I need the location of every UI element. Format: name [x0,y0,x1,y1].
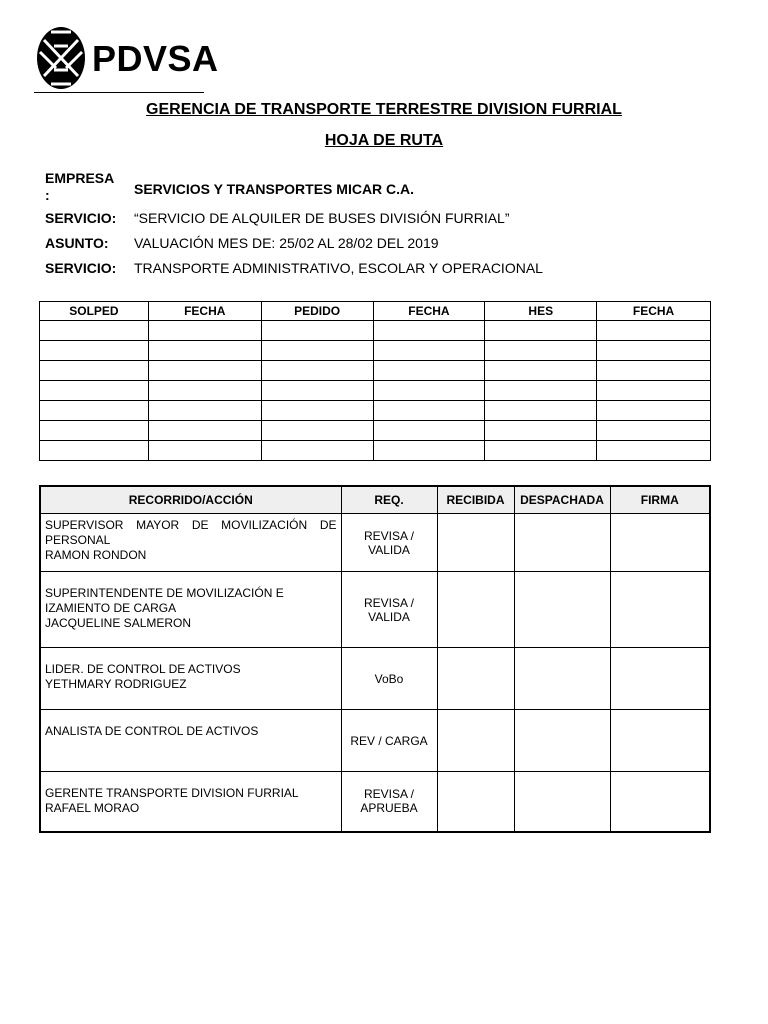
column-header-recibida: RECIBIDA [437,486,514,514]
req-cell: REVISA / APRUEBA [341,772,437,832]
column-header-req: REQ. [341,486,437,514]
table-cell [261,321,373,341]
table-row [40,321,711,341]
table-cell [373,361,485,381]
table-cell [40,381,149,401]
table-row [40,401,711,421]
table-cell [373,321,485,341]
table-cell [373,401,485,421]
recorrido-line: JACQUELINE SALMERON [45,616,192,630]
recibida-cell[interactable] [437,514,514,572]
recorrido-line: PERSONAL [45,533,111,547]
routing-table [39,485,711,833]
recibida-cell[interactable] [437,648,514,710]
recorrido-line: RAFAEL MORAO [45,801,140,815]
table-row [40,341,711,361]
despachada-cell[interactable] [514,514,610,572]
routing-table-header [40,486,710,514]
pdvsa-logo [36,26,219,90]
firma-cell[interactable] [610,710,710,772]
recibida-cell[interactable] [437,572,514,648]
column-header-fecha: FECHA [373,302,485,321]
column-header-fecha: FECHA [148,302,261,321]
field-label-servicio: SERVICIO: [45,210,117,226]
req-cell: REV / CARGA [341,710,437,772]
reference-table-header [40,302,711,321]
recibida-cell[interactable] [437,710,514,772]
table-cell [485,341,597,361]
table-cell [148,361,261,381]
table-cell [261,361,373,381]
table-cell [148,441,261,461]
table-row [40,648,710,710]
table-cell [148,381,261,401]
despachada-cell[interactable] [514,772,610,832]
despachada-cell[interactable] [514,572,610,648]
table-row [40,361,711,381]
table-cell [485,421,597,441]
req-cell: REVISA / VALIDA [341,572,437,648]
logo-text: PDVSA [92,38,219,79]
column-header-recorrido: RECORRIDO/ACCIÓN [40,486,341,514]
table-cell [40,341,149,361]
table-cell [597,401,711,421]
table-row [40,441,711,461]
document-title: GERENCIA DE TRANSPORTE TERRESTRE DIVISION FURRIAL [146,101,622,118]
firma-cell[interactable] [610,572,710,648]
table-cell [40,361,149,381]
table-cell [373,341,485,361]
table-cell [148,421,261,441]
table-cell [148,401,261,421]
despachada-cell[interactable] [514,710,610,772]
field-value-servicio: “SERVICIO DE ALQUILER DE BUSES DIVISIÓN FURRIAL” [134,210,510,226]
table-cell [261,401,373,421]
recorrido-line: YETHMARY RODRIGUEZ [45,677,187,691]
table-row [40,381,711,401]
firma-cell[interactable] [610,514,710,572]
table-cell [373,381,485,401]
table-cell [261,421,373,441]
table-cell [148,321,261,341]
table-cell [261,441,373,461]
table-row [40,772,710,832]
table-cell [40,441,149,461]
table-row [40,710,710,772]
pdvsa-emblem-icon [36,26,86,90]
field-value-empresa: SERVICIOS Y TRANSPORTES MICAR C.A. [134,181,415,197]
table-cell [485,401,597,421]
recorrido-cell [40,572,341,648]
logo-divider [34,92,204,93]
table-row [40,514,710,572]
document-subtitle: HOJA DE RUTA [324,132,444,149]
table-cell [597,341,711,361]
recibida-cell[interactable] [437,772,514,832]
column-header-pedido: PEDIDO [261,302,373,321]
table-cell [597,441,711,461]
field-label-empresa: EMPRESA : [45,170,115,203]
recorrido-line: ANALISTA DE CONTROL DE ACTIVOS [45,724,259,738]
column-header-hes: HES [485,302,597,321]
table-cell [40,401,149,421]
field-value-asunto: VALUACIÓN MES DE: 25/02 AL 28/02 DEL 2019 [134,235,439,251]
req-cell: VoBo [341,648,437,710]
table-cell [597,321,711,341]
column-header-firma: FIRMA [610,486,710,514]
firma-cell[interactable] [610,772,710,832]
field-label-asunto: ASUNTO: [45,235,109,251]
recorrido-line: IZAMIENTO DE CARGA [45,601,177,615]
recorrido-line: LIDER. DE CONTROL DE ACTIVOS [45,662,241,676]
recorrido-line: SUPERINTENDENTE DE MOVILIZACIÓN E [45,586,284,600]
table-cell [485,441,597,461]
table-cell [261,341,373,361]
table-cell [40,421,149,441]
req-cell: REVISA / VALIDA [341,514,437,572]
table-row [40,572,710,648]
table-cell [485,381,597,401]
field-value-servicio-2: TRANSPORTE ADMINISTRATIVO, ESCOLAR Y OPERACIONAL [134,260,543,276]
reference-table [39,301,711,461]
table-cell [485,321,597,341]
recorrido-line: RAMON RONDON [45,548,147,562]
firma-cell[interactable] [610,648,710,710]
column-header-solped: SOLPED [40,302,149,321]
table-cell [597,381,711,401]
recorrido-line: SUPERVISOR MAYOR DE MOVILIZACIÓN DE [45,518,337,532]
table-cell [373,421,485,441]
column-header-despachada: DESPACHADA [514,486,610,514]
column-header-fecha: FECHA [597,302,711,321]
table-cell [148,341,261,361]
recorrido-line: GERENTE TRANSPORTE DIVISION FURRIAL [45,786,299,800]
recorrido-cell [40,710,341,772]
table-cell [373,441,485,461]
table-cell [261,381,373,401]
table-cell [597,421,711,441]
table-cell [40,321,149,341]
recorrido-cell [40,648,341,710]
despachada-cell[interactable] [514,648,610,710]
recorrido-cell [40,772,341,832]
table-cell [485,361,597,381]
recorrido-cell [40,514,341,572]
table-cell [597,361,711,381]
field-label-servicio-2: SERVICIO: [45,260,117,276]
table-row [40,421,711,441]
